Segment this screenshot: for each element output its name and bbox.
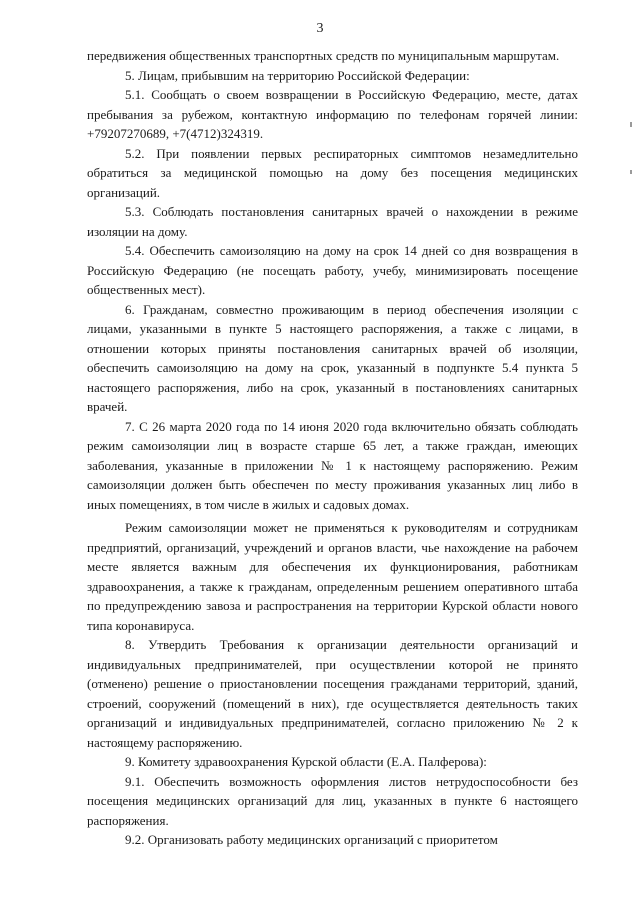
paragraph-5: 5. Лицам, прибывшим на территорию Российской Федерации: [125,67,470,83]
paragraph-8: 8. Утвердить Требования к организации деятельности организаций и индивидуальных предпринимателей, при осуществлении которой не принято (отменено) решение о приостановлении посещения гражданами территорий, зданий, строений, сооружений (помещений в них), где осуществляется деятельность таких организаций и индивидуальных предпринимателей, согласно приложению № 2 к настоящему распоряжению. [87,637,578,750]
page-number: 3 [316,21,324,36]
paragraph-5-4: 5.4. Обеспечить самоизоляцию на дому на срок 14 дней со дня возвращения в Российскую Федерацию (не посещать работу, учебу, минимизировать посещение общественных мест). [87,243,578,297]
scan-margin-mark [630,170,632,174]
paragraph-9-1: 9.1. Обеспечить возможность оформления листов нетрудоспособности без посещения медицинских организаций для лиц, указанных в пункте 6 настоящего распоряжения. [87,773,578,828]
document-body [87,46,578,850]
paragraph-9-2: 9.2. Организовать работу медицинских организаций с приоритетом [125,832,498,847]
paragraph-9: 9. Комитету здравоохранения Курской области (Е.А. Палферова): [125,754,487,769]
paragraph-5-3: 5.3. Соблюдать постановления санитарных врачей о нахождении в режиме изоляции на дому. [87,204,578,239]
paragraph-5-2: 5.2. При появлении первых респираторных симптомов незамедлительно обратиться за медицинской помощью на дому без посещения медицинских организаций. [87,145,578,200]
paragraph-5-1: 5.1. Сообщать о своем возвращении в Российскую Федерацию, месте, датах пребывания за рубежом, контактную информацию по телефонам горячей линии: +79207270689, +7(4712)324319. [87,87,578,141]
paragraph-7-exemption: Режим самоизоляции может не применяться к руководителям и сотрудникам предприятий, организаций, учреждений и органов власти, чье нахождение на рабочем месте является важным для обеспечения их функционирования, работникам здравоохранения, а также к гражданам, определенным решением оперативного штаба по предупреждению завоза и распространения на территории Курской области нового типа коронавируса. [87,520,578,633]
paragraph-6: 6. Гражданам, совместно проживающим в период обеспечения изоляции с лицами, указанными в пункте 5 настоящего распоряжения, а также с лицами, в отношении которых приняты постановления санитарных врачей об изоляции, обеспечить самоизоляцию на дому на срок, указанный в подпункте 5.4 пункта 5 настоящего распоряжения, либо на срок, указанный в постановлениях санитарных врачей. [87,301,578,414]
paragraph-continuation: передвижения общественных транспортных средств по муниципальным маршрутам. [87,48,560,63]
scan-margin-mark [630,122,632,127]
paragraph-7: 7. С 26 марта 2020 года по 14 июня 2020 года включительно обязать соблюдать режим самоизоляции лиц в возрасте старше 65 лет, а также граждан, имеющих заболевания, указанные в приложении № 1 к настоящему распоряжению. Режим самоизоляции должен быть обеспечен по месту проживания указанных лиц либо в иных помещениях, в том числе в жилых и садовых домах. [87,418,578,512]
